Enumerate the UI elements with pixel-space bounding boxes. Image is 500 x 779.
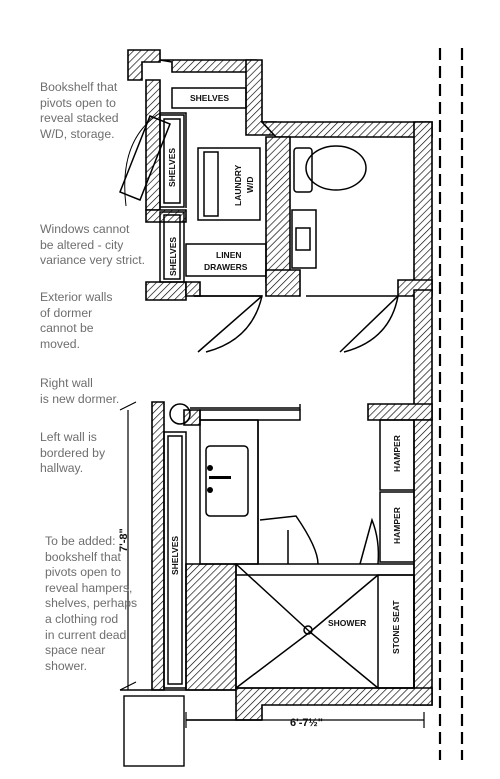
note-right-wall: Right wall is new dormer. [40, 376, 120, 406]
label-hamper-lower: HAMPER [392, 507, 402, 544]
label-laundry: LAUNDRY [233, 164, 243, 206]
note-windows: Windows cannot be altered - city variance very strict. [40, 222, 145, 268]
label-linen-drawers: DRAWERS [204, 262, 248, 272]
sink-faucet [207, 465, 231, 493]
note-to-be-added: To be added: bookshelf that pivots open to reveal hampers, shelves, perhaps a clothing rod in current dead space near shower. [45, 534, 138, 673]
note-left-wall: Left wall is bordered by hallway. [40, 430, 106, 476]
dimension-width: 6'-7½" [290, 717, 323, 729]
dimension-height: 7'-8" [118, 528, 130, 552]
label-hamper-upper: HAMPER [392, 435, 402, 472]
label-shelves-top: SHELVES [190, 93, 230, 103]
label-stone-seat: STONE SEAT [391, 600, 401, 654]
label-shelves-left-upper: SHELVES [167, 147, 177, 187]
label-shelves-left-lower: SHELVES [170, 535, 180, 575]
label-linen: LINEN [216, 250, 242, 260]
label-laundry-wd: W/D [245, 176, 255, 193]
dashed-lines [440, 48, 462, 760]
label-shelves-left-mid: SHELVES [168, 236, 178, 276]
note-exterior-walls: Exterior walls of dormer cannot be moved. [40, 290, 113, 351]
label-shower: SHOWER [328, 618, 367, 628]
note-bookshelf-laundry: Bookshelf that pivots open to reveal stacked W/D, storage. [40, 80, 119, 141]
